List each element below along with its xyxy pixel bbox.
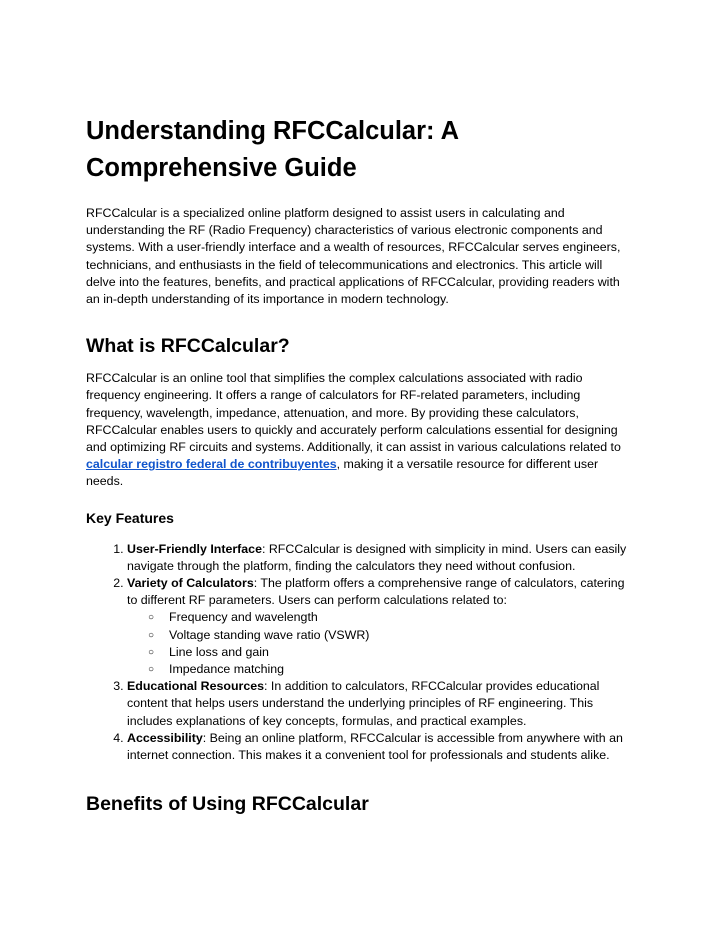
feature-text: : In addition to calculators, RFCCalcular provides educational content that helps users understand the underlying principles of RF engineering. This includes explanations of key concepts, formulas, and practical examples. bbox=[127, 679, 600, 728]
list-item: ○ Impedance matching bbox=[148, 661, 634, 678]
page-title: Understanding RFCCalcular: A Comprehensive Guide bbox=[86, 117, 459, 182]
list-item: ○ Line loss and gain bbox=[148, 644, 634, 661]
what-is-paragraph bbox=[86, 370, 634, 490]
rfc-link[interactable]: calcular registro federal de contribuyentes bbox=[86, 457, 337, 472]
feature-item bbox=[127, 541, 634, 575]
feature-label: Educational Resources bbox=[127, 679, 265, 694]
feature-label: Variety of Calculators bbox=[127, 576, 254, 591]
feature-item bbox=[127, 678, 634, 730]
calculator-types-list bbox=[127, 609, 634, 678]
feature-item bbox=[127, 730, 634, 764]
key-features-heading: Key Features bbox=[86, 509, 174, 526]
what-is-heading: What is RFCCalcular? bbox=[86, 335, 290, 358]
feature-text: : RFCCalcular is designed with simplicity in mind. Users can easily navigate through the platform, finding the calculators they need without confusion. bbox=[127, 541, 627, 573]
feature-label: User-Friendly Interface bbox=[127, 541, 262, 556]
what-is-text-before: RFCCalcular is an online tool that simplifies the complex calculations associated with radio frequency engineering. It offers a range of calculators for RF-related parameters, including frequency, wavelength, impedance, attenuation, and more. By providing these calculators, RFCCalcular enables users to quickly and accurately perform calculations essential for designing and optimizing RF circuits and systems. Additionally, it can assist in various calculations related to bbox=[86, 371, 621, 455]
list-item: ○ Frequency and wavelength bbox=[148, 609, 634, 626]
circle-bullet-icon: ○ bbox=[148, 646, 155, 658]
what-is-text-after: , making it a versatile resource for different user needs. bbox=[86, 457, 599, 489]
feature-text: : Being an online platform, RFCCalcular is accessible from anywhere with an internet connection. This makes it a convenient tool for professionals and students alike. bbox=[127, 730, 623, 763]
circle-bullet-icon: ○ bbox=[148, 612, 155, 624]
feature-item bbox=[127, 575, 634, 678]
feature-label: Accessibility bbox=[127, 730, 203, 745]
features-list bbox=[86, 541, 634, 765]
circle-bullet-icon: ○ bbox=[148, 664, 155, 676]
intro-paragraph: RFCCalcular is a specialized online platform designed to assist users in calculating and understanding the RF (Radio Frequency) characteristics of various electronic components and systems. With a user-friendly interface and a wealth of resources, RFCCalcular serves engineers, technicians, and enthusiasts in the field of telecommunications and electronics. This article will delve into the features, benefits, and practical applications of RFCCalcular, providing readers with an in-depth understanding of its importance in modern technology. bbox=[86, 206, 621, 307]
feature-text: : The platform offers a comprehensive range of calculators, catering to different RF parameters. Users can perform calculations related to: bbox=[127, 576, 625, 608]
circle-bullet-icon: ○ bbox=[148, 629, 155, 641]
benefits-heading: Benefits of Using RFCCalcular bbox=[86, 793, 369, 816]
list-item: ○ Voltage standing wave ratio (VSWR) bbox=[148, 627, 634, 644]
